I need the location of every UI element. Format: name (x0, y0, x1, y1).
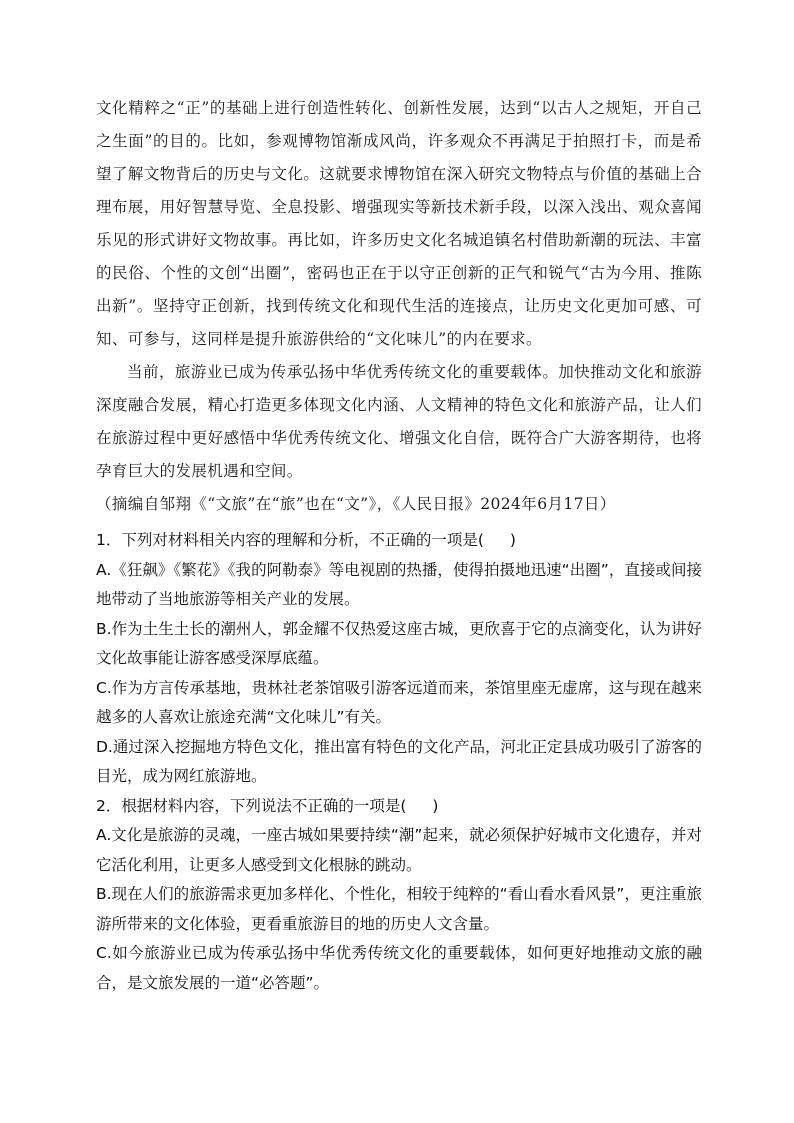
option-c: C.作为方言传承基地，贵林社老茶馆吸引游客远道而来，茶馆里座无虚席，这与现在越来越多的人喜欢让旅途充满“文化味儿”有关。 (96, 678, 702, 726)
question-stem-text: 1．下列对材料相关内容的理解和分析，不正确的一项是( (96, 531, 484, 549)
question-stem-close: ) (432, 796, 439, 815)
option-a: A.文化是旅游的灵魂，一座古城如果要持续“潮”起来，就必须保护好城市文化遗存，并对它活化利用，让更多人感受到文化根脉的跳动。 (96, 826, 702, 874)
question-stem-text: 2．根据材料内容，下列说法不正确的一项是( (96, 796, 407, 815)
reading-passage (96, 92, 702, 521)
option-d: D.通过深入挖掘地方特色文化，推出富有特色的文化产品，河北正定县成功吸引了游客的目光，成为网红旅游地。 (96, 737, 702, 785)
question-1 (96, 526, 702, 792)
question-stem-close: ) (509, 531, 516, 549)
option-b: B.现在人们的旅游需求更加多样化、个性化，相较于纯粹的“看山看水看风景”，更注重旅游所带来的文化体验，更看重旅游目的地的历史人文含量。 (96, 885, 702, 933)
passage-source-citation: （摘编自邹翔《“文旅”在“旅”也在“文”》，《人民日报》2024年6月17日） (96, 495, 616, 513)
passage-paragraph-1: 文化精粹之“正”的基础上进行创造性转化、创新性发展，达到“以古人之规矩，开自己之生面”的目的。比如，参观博物馆渐成风尚，许多观众不再满足于拍照打卡，而是希望了解文物背后的历史与文化。这就要求博物馆在深入研究文物特点与价值的基础上合理布展，用好智慧导览、全息投影、增强现实等新技术新手段，以深入浅出、观众喜闻乐见的形式讲好文物故事。再比如，许多历史文化名城追镇名村借助新潮的玩法、丰富的民俗、个性的文创“出圈”，密码也正在于以守正创新的正气和锐气“古为今用、推陈出新”。坚持守正创新，找到传统文化和现代生活的连接点，让历史文化更加可感、可知、可参与，这同样是提升旅游供给的“文化味儿”的内在要求。 (96, 99, 702, 348)
question-2 (96, 792, 702, 999)
question-stem (96, 792, 702, 822)
option-a: A.《狂飙》《繁花》《我的阿勒泰》等电视剧的热播，使得拍摄地迅速“出圈”，直接或间接地带动了当地旅游等相关产业的发展。 (96, 560, 702, 608)
option-b: B.作为土生土长的潮州人，郭金耀不仅热爱这座古城，更欣喜于它的点滴变化，认为讲好文化故事能让游客感受深厚底蕴。 (96, 619, 702, 667)
question-section (96, 526, 702, 998)
option-c: C.如今旅游业已成为传承弘扬中华优秀传统文化的重要载体，如何更好地推动文旅的融合，是文旅发展的一道“必答题”。 (96, 944, 702, 992)
question-stem (96, 526, 702, 556)
passage-paragraph-2: 当前，旅游业已成为传承弘扬中华优秀传统文化的重要载体。加快推动文化和旅游深度融合发展，精心打造更多体现文化内涵、人文精神的特色文化和旅游产品，让人们在旅游过程中更好感悟中华优秀传统文化、增强文化自信，既符合广大游客期待，也将孕育巨大的发展机遇和空间。 (96, 363, 702, 480)
